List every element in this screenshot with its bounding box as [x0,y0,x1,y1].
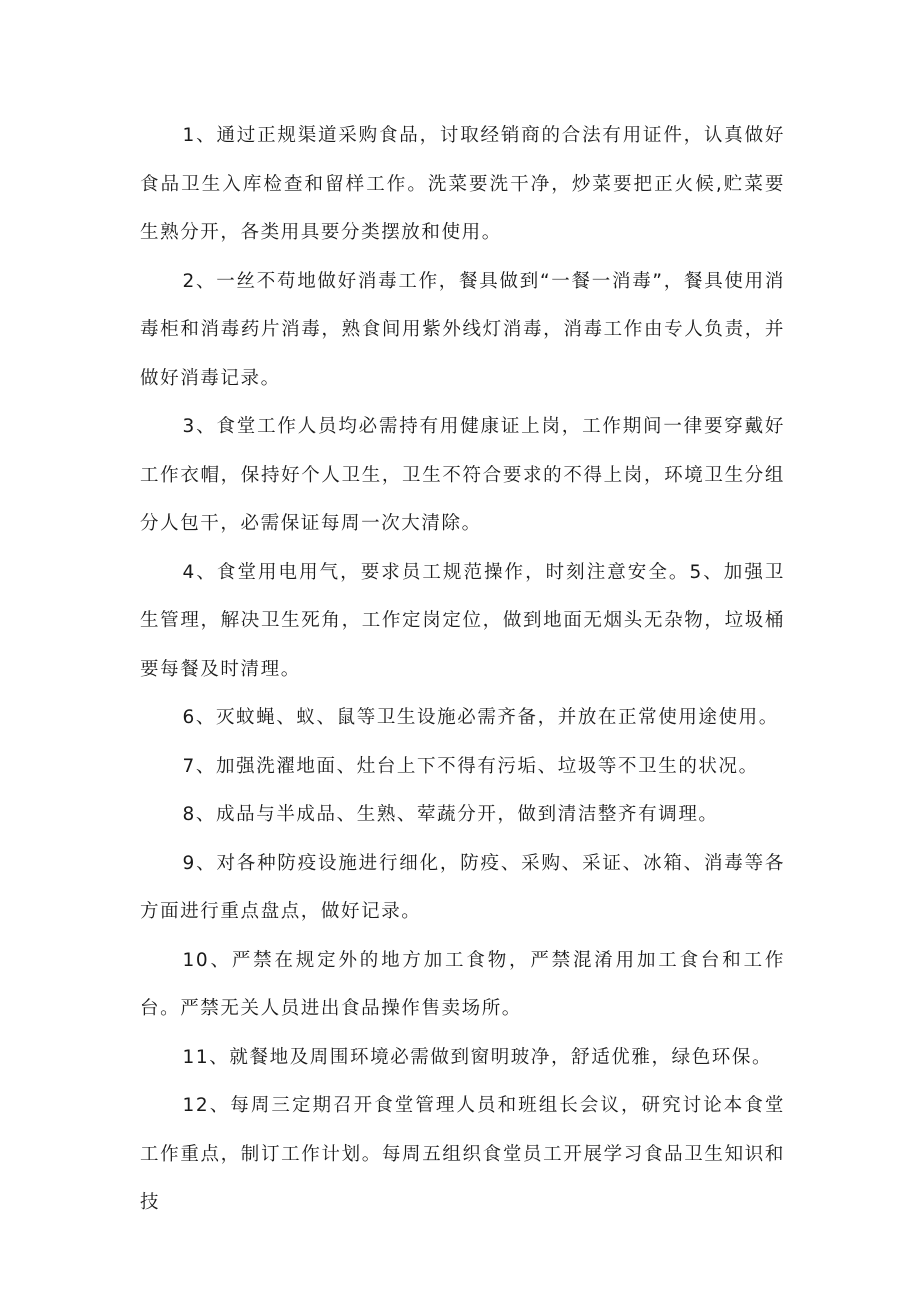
paragraph-2: 2、一丝不苟地做好消毒工作，餐具做到“一餐一消毒”，餐具使用消毒柜和消毒药片消毒，熟食间用紫外线灯消毒，消毒工作由专人负责，并做好消毒记录。 [140,270,785,389]
paragraph-7: 7、加强洗濯地面、灶台上下不得有污垢、垃圾等不卫生的状况。 [182,755,759,777]
paragraph-9: 9、对各种防疫设施进行细化，防疫、采购、采证、冰箱、消毒等各方面进行重点盘点，做好记录。 [140,852,785,922]
paragraph-8: 8、成品与半成品、生熟、荤蔬分开，做到清洁整齐有调理。 [182,804,719,825]
paragraph-1: 1、通过正规渠道采购食品，讨取经销商的合法有用证件，认真做好食品卫生入库检查和留样工作。洗菜要洗干净，炒菜要把正火候,贮菜要生熟分开，各类用具要分类摆放和使用。 [140,125,785,243]
paragraph-3: 3、食堂工作人员均必需持有用健康证上岗，工作期间一律要穿戴好工作衣帽，保持好个人卫生，卫生不符合要求的不得上岗，环境卫生分组分人包干，必需保证每周一次大清除。 [140,416,785,534]
paragraph-10: 10、严禁在规定外的地方加工食物，严禁混淆用加工食台和工作台。严禁无关人员进出食品操作售卖场所。 [140,949,785,1019]
document-body [140,112,785,1228]
paragraph-12: 12、每周三定期召开食堂管理人员和班组长会议，研究讨论本食堂工作重点，制订工作计划。每周五组织食堂员工开展学习食品卫生知识和技 [140,1095,785,1213]
paragraph-6: 6、灭蚊蝇、蚁、鼠等卫生设施必需齐备，并放在正常使用途使用。 [182,707,779,728]
paragraph-4: 4、食堂用电用气，要求员工规范操作，时刻注意安全。5、加强卫生管理，解决卫生死角，工作定岗定位，做到地面无烟头无杂物，垃圾桶要每餐及时清理。 [140,561,785,680]
paragraph-11: 11、就餐地及周围环境必需做到窗明玻净，舒适优雅，绿色环保。 [182,1046,773,1068]
